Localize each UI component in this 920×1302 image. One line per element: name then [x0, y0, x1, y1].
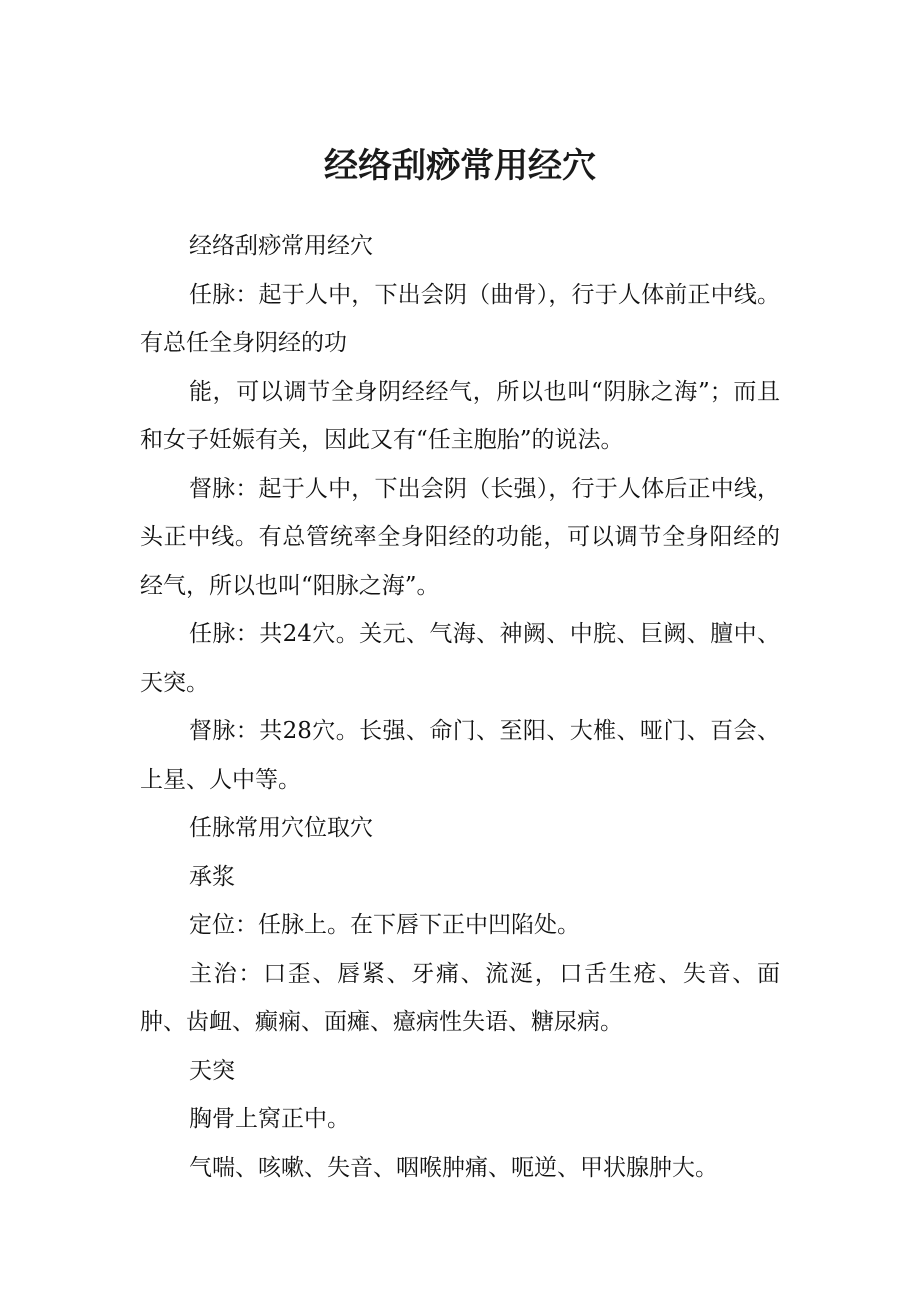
paragraph-dumai-intro: 督脉：起于人中，下出会阴（长强），行于人体后正中线，头正中线。有总管统率全身阳经的功能，可以调节全身阳经的经气，所以也叫“阳脉之海”。	[140, 475, 780, 599]
paragraph-chengjiang-location: 定位：任脉上。在下唇下正中凹陷处。	[189, 912, 580, 938]
section-heading-renmai-acupoints: 任脉常用穴位取穴	[189, 815, 373, 841]
document-title: 经络刮痧常用经穴	[324, 146, 596, 186]
acupoint-name-tiantu: 天突	[189, 1057, 235, 1084]
paragraph-tiantu-indications: 气喘、咳嗽、失音、咽喉肿痛、呃逆、甲状腺肿大。	[189, 1154, 718, 1181]
document-body	[140, 222, 780, 1192]
paragraph-renmai-points: 任脉：共24穴。关元、气海、神阙、中脘、巨阙、膻中、天突。	[140, 621, 780, 696]
paragraph-dumai-points: 督脉：共28穴。长强、命门、至阳、大椎、哑门、百会、上星、人中等。	[140, 718, 780, 793]
paragraph-renmai-function: 能，可以调节全身阴经经气，所以也叫“阴脉之海”；而且和女子妊娠有关，因此又有“任主胞胎”的说法。	[140, 378, 780, 453]
acupoint-name-chengjiang: 承浆	[189, 863, 235, 890]
paragraph-subtitle: 经络刮痧常用经穴	[189, 233, 373, 259]
paragraph-tiantu-location: 胸骨上窝正中。	[189, 1106, 350, 1132]
paragraph-chengjiang-indications: 主治：口歪、唇紧、牙痛、流涎，口舌生疮、失音、面肿、齿衄、癫痫、面瘫、癔病性失语、糖尿病。	[140, 960, 780, 1035]
paragraph-renmai-intro: 任脉：起于人中，下出会阴（曲骨），行于人体前正中线。有总任全身阴经的功	[140, 281, 780, 356]
